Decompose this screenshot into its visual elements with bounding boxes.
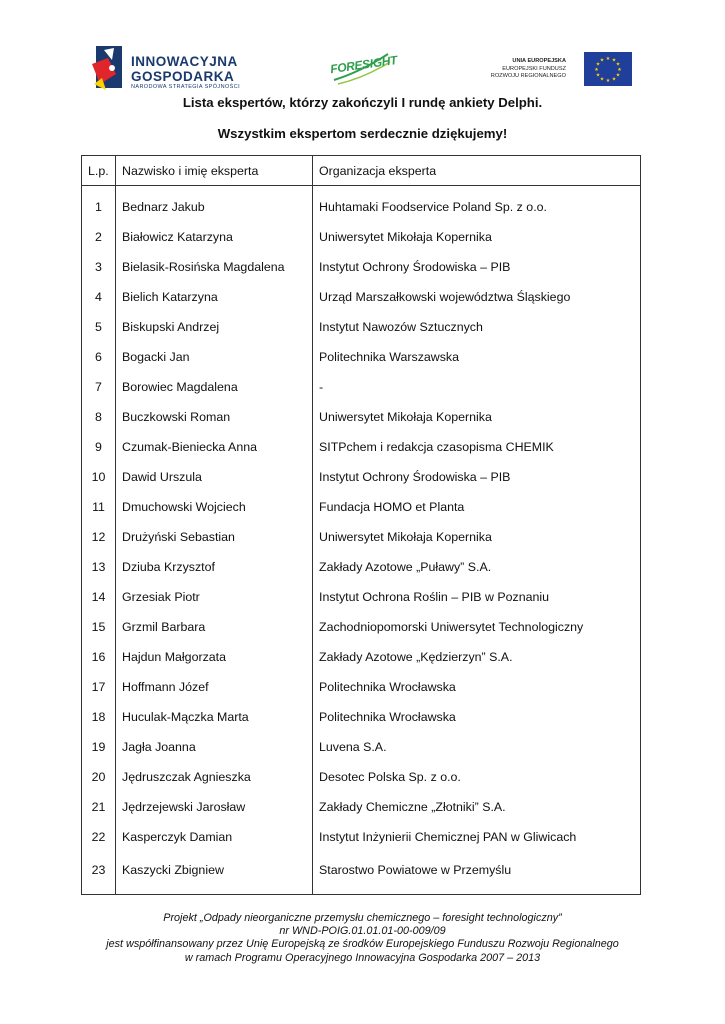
row-number: 7	[82, 372, 116, 402]
thanks-message: Wszystkim ekspertom serdecznie dziękujemy!	[217, 126, 508, 141]
footer-line-1: Projekt „Odpady nieorganiczne przemysłu chemicznego – foresight technologiczny”	[163, 912, 562, 924]
svg-text:★: ★	[599, 76, 605, 83]
document-title: Lista ekspertów, którzy zakończyli I rundę ankiety Delphi.	[182, 95, 543, 110]
expert-name: Borowiec Magdalena	[116, 372, 313, 402]
expert-organization: Politechnika Wrocławska	[313, 702, 641, 732]
row-number: 16	[82, 642, 116, 672]
expert-organization: Politechnika Warszawska	[313, 342, 641, 372]
svg-text:★: ★	[615, 61, 621, 68]
row-number: 9	[82, 432, 116, 462]
expert-name: Dziuba Krzysztof	[116, 552, 313, 582]
experts-table	[81, 155, 641, 895]
expert-name: Biskupski Andrzej	[116, 312, 313, 342]
expert-name: Bielasik-Rosińska Magdalena	[116, 252, 313, 282]
footer-line-3: jest współfinansowany przez Unię Europejską ze środków Europejskiego Funduszu Rozwoju Regionalnego	[106, 938, 619, 951]
svg-text:★: ★	[605, 78, 611, 84]
expert-organization: Uniwersytet Mikołaja Kopernika	[313, 222, 641, 252]
table-row	[82, 372, 641, 402]
table-row	[82, 252, 641, 282]
project-footer	[0, 912, 725, 965]
eu-logo	[490, 52, 632, 88]
expert-name: Dmuchowski Wojciech	[116, 492, 313, 522]
expert-name: Dawid Urszula	[116, 462, 313, 492]
table-row	[82, 642, 641, 672]
table-row	[82, 342, 641, 372]
row-number: 17	[82, 672, 116, 702]
expert-name: Jędrzejewski Jarosław	[116, 792, 313, 822]
svg-text:★: ★	[617, 67, 622, 73]
svg-text:★: ★	[611, 76, 617, 83]
row-number: 18	[82, 702, 116, 732]
table-row	[82, 792, 641, 822]
row-number: 11	[82, 492, 116, 522]
row-number: 2	[82, 222, 116, 252]
svg-text:★: ★	[615, 72, 621, 79]
expert-name: Czumak-Bieniecka Anna	[116, 432, 313, 462]
expert-name: Huculak-Mączka Marta	[116, 702, 313, 732]
table-row	[82, 402, 641, 432]
expert-name: Bielich Katarzyna	[116, 282, 313, 312]
innowacyjna-gospodarka-logo	[90, 44, 270, 94]
table-row	[82, 582, 641, 612]
row-number: 14	[82, 582, 116, 612]
expert-organization: Instytut Ochrona Roślin – PIB w Poznaniu	[313, 582, 641, 612]
expert-organization: Politechnika Wrocławska	[313, 672, 641, 702]
svg-text:★: ★	[599, 57, 605, 64]
svg-text:★: ★	[605, 56, 611, 62]
expert-name: Grzmil Barbara	[116, 612, 313, 642]
expert-organization: Fundacja HOMO et Planta	[313, 492, 641, 522]
expert-organization: Zakłady Azotowe „Puławy” S.A.	[313, 552, 641, 582]
foresight-logo	[329, 50, 398, 86]
row-number: 10	[82, 462, 116, 492]
table-row	[82, 672, 641, 702]
table-row	[82, 492, 641, 522]
expert-organization: Huhtamaki Foodservice Poland Sp. z o.o.	[313, 186, 641, 223]
table-row	[82, 462, 641, 492]
row-number: 21	[82, 792, 116, 822]
expert-name: Jędruszczak Agnieszka	[116, 762, 313, 792]
row-number: 4	[82, 282, 116, 312]
expert-organization: Luvena S.A.	[313, 732, 641, 762]
expert-organization: Uniwersytet Mikołaja Kopernika	[313, 522, 641, 552]
table-row	[82, 822, 641, 852]
expert-name: Grzesiak Piotr	[116, 582, 313, 612]
table-row	[82, 852, 641, 895]
expert-organization: Zachodniopomorski Uniwersytet Technologiczny	[313, 612, 641, 642]
expert-organization: SITPchem i redakcja czasopisma CHEMIK	[313, 432, 641, 462]
expert-name: Białowicz Katarzyna	[116, 222, 313, 252]
table-row	[82, 732, 641, 762]
foresight-logo-text: FORESIGHT	[329, 53, 398, 77]
expert-organization: Zakłady Chemiczne „Złotniki” S.A.	[313, 792, 641, 822]
row-number: 19	[82, 732, 116, 762]
row-number: 15	[82, 612, 116, 642]
expert-organization: Desotec Polska Sp. z o.o.	[313, 762, 641, 792]
expert-name: Kaszycki Zbigniew	[116, 852, 313, 895]
header-name: Nazwisko i imię eksperta	[116, 156, 313, 186]
expert-name: Drużyński Sebastian	[116, 522, 313, 552]
table-row	[82, 612, 641, 642]
row-number: 23	[82, 852, 116, 895]
expert-organization: Instytut Ochrony Środowiska – PIB	[313, 252, 641, 282]
table-row	[82, 222, 641, 252]
row-number: 3	[82, 252, 116, 282]
expert-name: Jagła Joanna	[116, 732, 313, 762]
expert-organization: Starostwo Powiatowe w Przemyślu	[313, 852, 641, 895]
table-row	[82, 312, 641, 342]
ig-logo-subtitle: NARODOWA STRATEGIA SPÓJNOŚCI	[131, 84, 240, 90]
table-row	[82, 432, 641, 462]
table-row	[82, 762, 641, 792]
row-number: 22	[82, 822, 116, 852]
table-row	[82, 552, 641, 582]
table-row	[82, 702, 641, 732]
expert-name: Hoffmann Józef	[116, 672, 313, 702]
table-row	[82, 522, 641, 552]
svg-text:★: ★	[595, 72, 601, 79]
expert-organization: Urząd Marszałkowski województwa Śląskiego	[313, 282, 641, 312]
row-number: 13	[82, 552, 116, 582]
page-header	[0, 0, 725, 100]
expert-name: Bogacki Jan	[116, 342, 313, 372]
svg-text:★: ★	[611, 57, 617, 64]
expert-organization: Uniwersytet Mikołaja Kopernika	[313, 402, 641, 432]
expert-name: Buczkowski Roman	[116, 402, 313, 432]
row-number: 6	[82, 342, 116, 372]
svg-text:★: ★	[594, 67, 599, 73]
svg-text:★: ★	[595, 61, 601, 68]
eu-flag-icon	[584, 52, 632, 86]
expert-name: Bednarz Jakub	[116, 186, 313, 223]
expert-name: Kasperczyk Damian	[116, 822, 313, 852]
row-number: 1	[82, 186, 116, 223]
expert-organization: Instytut Ochrony Środowiska – PIB	[313, 462, 641, 492]
header-organization: Organizacja eksperta	[313, 156, 641, 186]
expert-organization: Instytut Inżynierii Chemicznej PAN w Gliwicach	[313, 822, 641, 852]
expert-organization: Zakłady Azotowe „Kędzierzyn” S.A.	[313, 642, 641, 672]
table-row	[82, 282, 641, 312]
table-body	[82, 186, 641, 895]
expert-organization: Instytut Nawozów Sztucznych	[313, 312, 641, 342]
row-number: 12	[82, 522, 116, 552]
expert-organization: -	[313, 372, 641, 402]
header-lp: L.p.	[82, 156, 116, 186]
ig-logo-icon	[90, 44, 128, 94]
row-number: 20	[82, 762, 116, 792]
footer-line-2: nr WND-POIG.01.01.01-00-009/09	[279, 925, 446, 938]
row-number: 8	[82, 402, 116, 432]
ig-logo-title: INNOWACYJNA GOSPODARKA	[131, 54, 238, 84]
footer-line-4: w ramach Programu Operacyjnego Innowacyjna Gospodarka 2007 – 2013	[184, 951, 541, 964]
row-number: 5	[82, 312, 116, 342]
table-header-row	[82, 156, 641, 186]
table-row	[82, 186, 641, 223]
eu-logo-text: UNIA EUROPEJSKA EUROPEJSKI FUNDUSZ ROZWOJU REGIONALNEGO	[490, 58, 566, 79]
expert-name: Hajdun Małgorzata	[116, 642, 313, 672]
